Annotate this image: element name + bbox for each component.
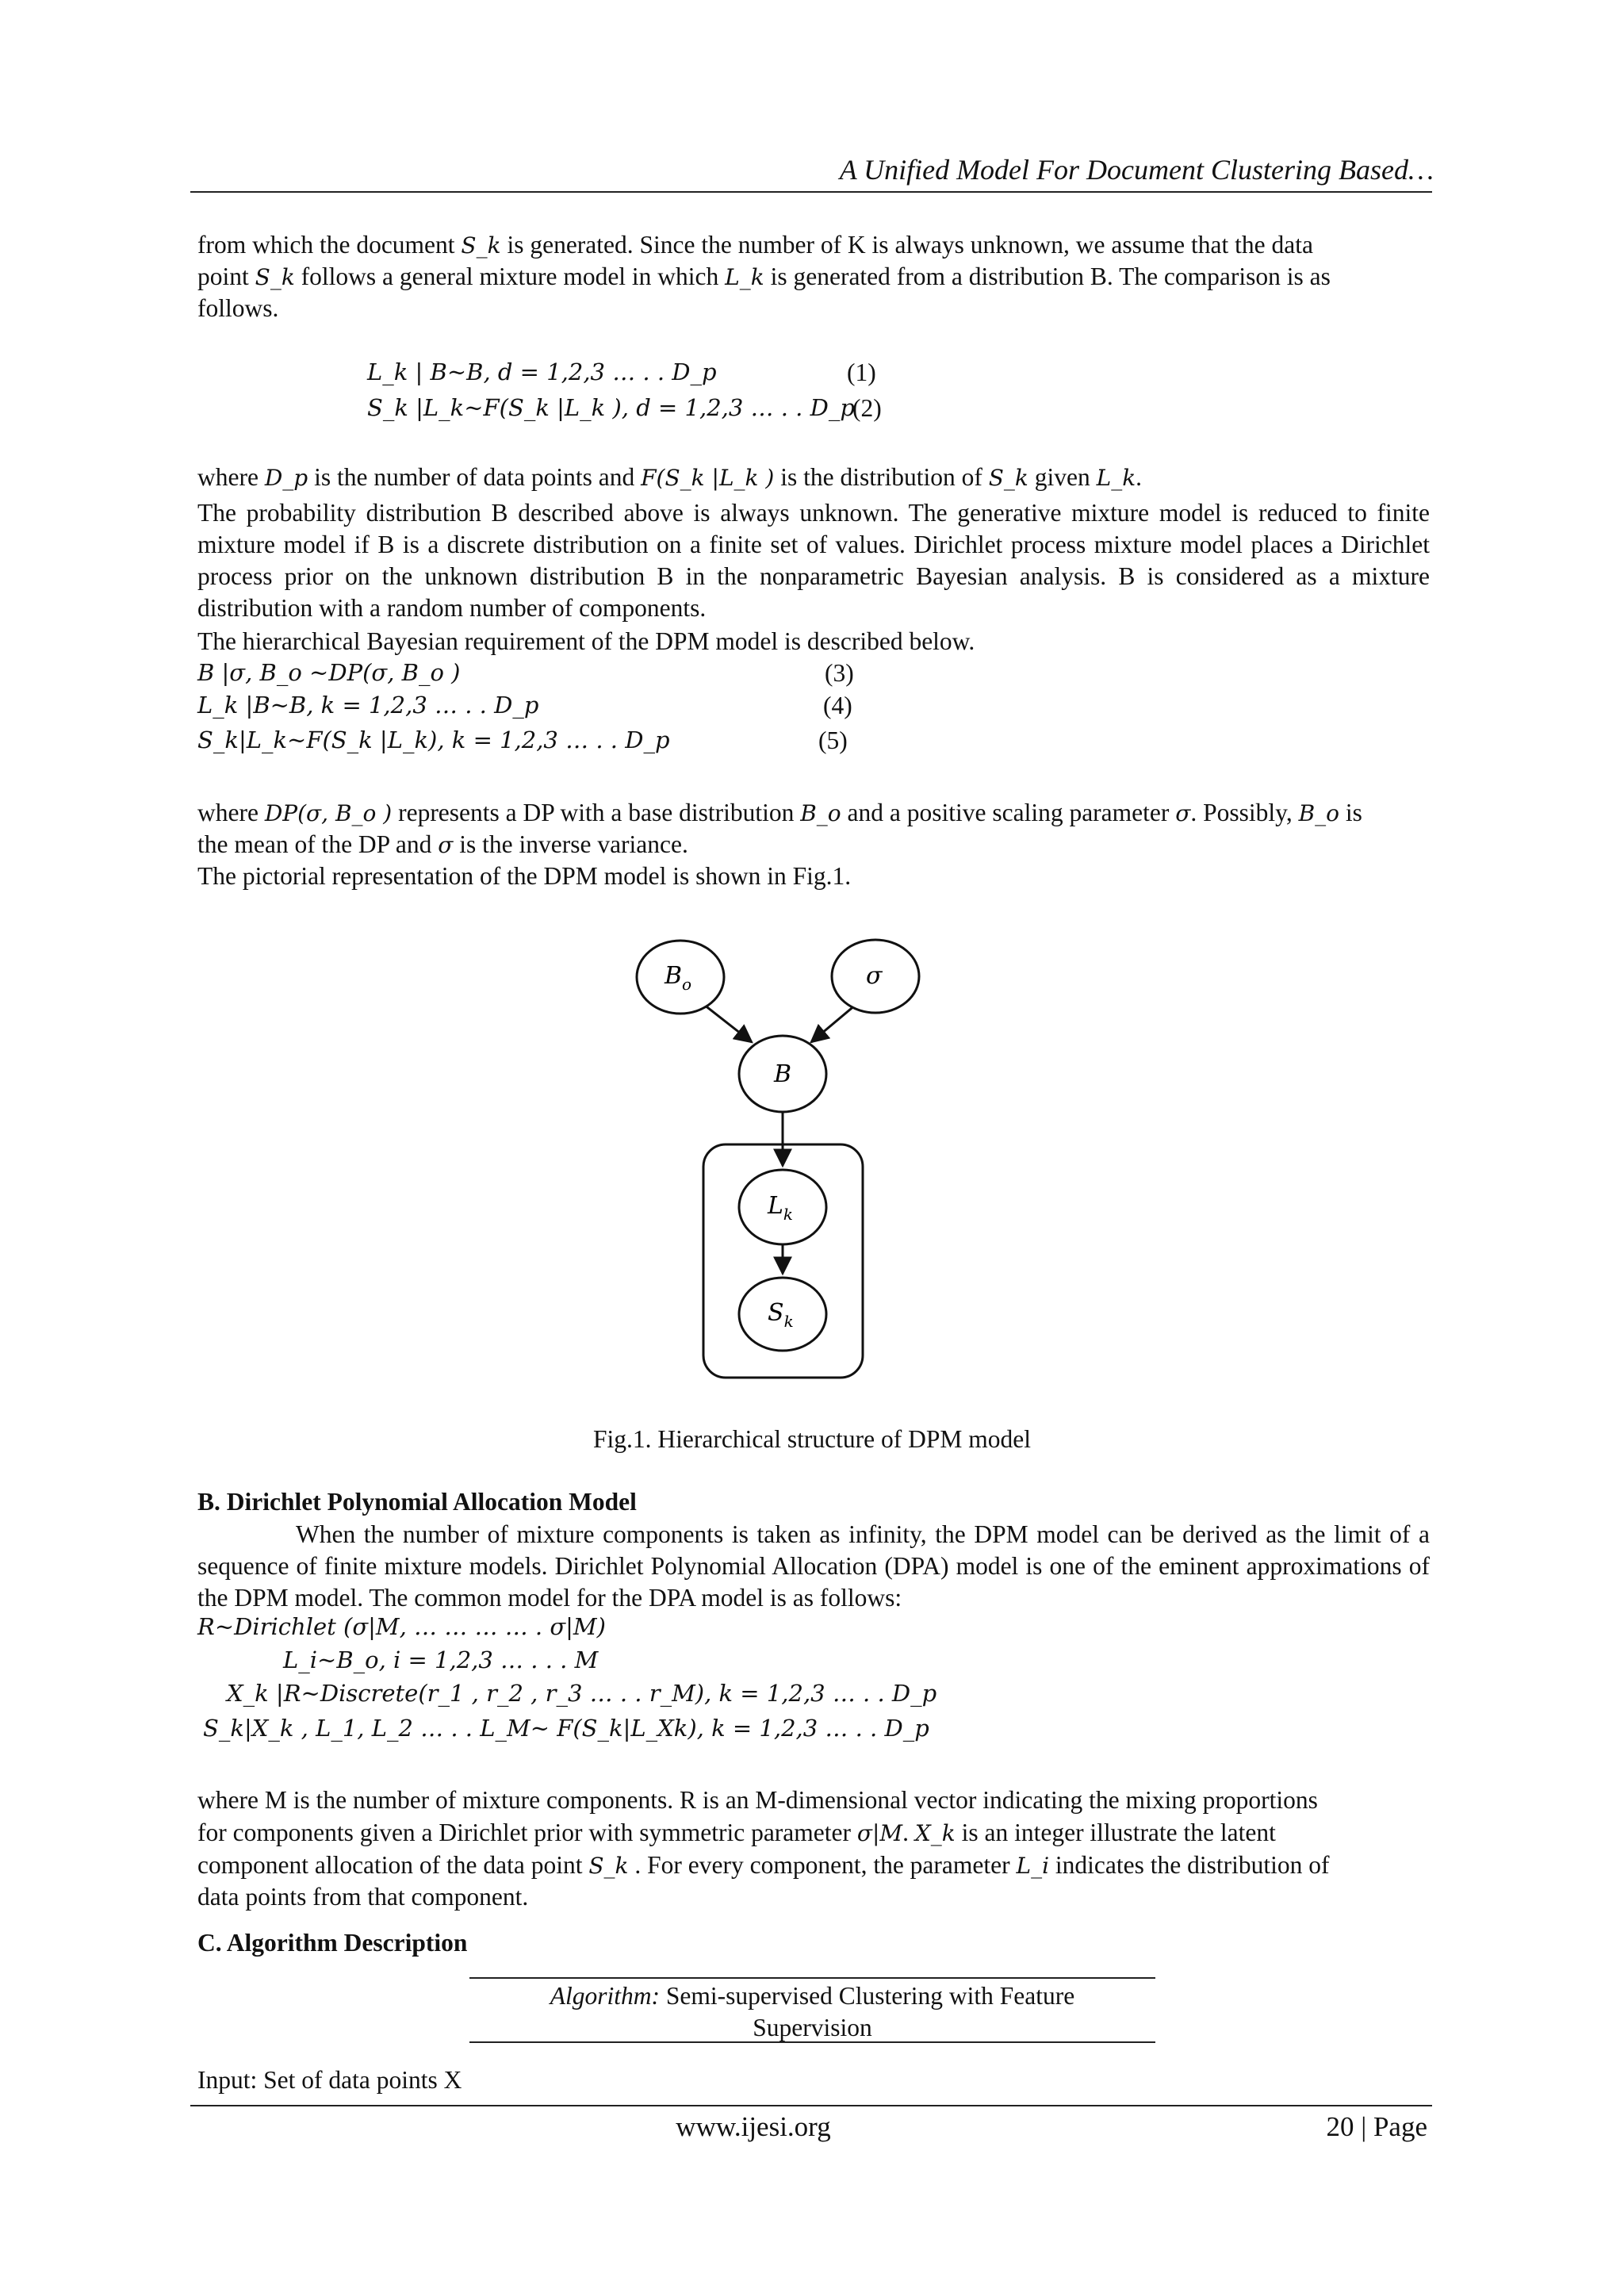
math-inline: L_k [725, 264, 764, 290]
para3-line3: The pictorial representation of the DPM model is shown in Fig.1. [197, 862, 852, 890]
equation-5-number: (5) [818, 726, 848, 754]
text: is the distribution of [774, 463, 989, 491]
math-inline: X_k [914, 1820, 956, 1846]
equation-5: S_k|L_k~F(S_k |L_k), k = 1,2,3 … . . D_p [197, 726, 670, 753]
math-inline: DP(σ, B_o ) [264, 800, 393, 826]
algorithm-label: Algorithm: [550, 1982, 661, 2010]
node-b0-label: $B_o$ [665, 962, 692, 994]
text: from which the document [197, 231, 462, 259]
para4-line2 [197, 1817, 1276, 1849]
para4-line4: data points from that component. [197, 1883, 529, 1911]
text: is an integer illustrate the latent [955, 1819, 1276, 1846]
footer-rule [190, 2105, 1432, 2106]
text: follows a general mixture model in which [294, 263, 726, 290]
math-inline: L_i [1016, 1853, 1050, 1879]
text: represents a DP with a base distribution [392, 799, 801, 826]
footer-url: www.ijesi.org [676, 2111, 831, 2142]
text: for components given a Dirichlet prior with symmetric parameter [197, 1819, 857, 1846]
algorithm-input-line: Input: Set of data points X [197, 2066, 462, 2094]
text: is generated. Since the number of K is always unknown, we assume that the data [500, 231, 1313, 259]
math-inline: σ [438, 832, 454, 858]
edge-sigma-to-b [811, 1005, 856, 1042]
running-header: A Unified Model For Document Clustering Based… [839, 154, 1434, 186]
math-inline: S_k [255, 264, 295, 290]
text: is generated from a distribution B. The comparison is as [764, 263, 1331, 290]
para4-line3 [197, 1849, 1329, 1882]
algorithm-title-text: Semi-supervised Clustering with Feature [660, 1982, 1075, 2010]
para2-last-line: The hierarchical Bayesian requirement of the DPM model is described below. [197, 627, 975, 655]
dpa-equation-a: R~Dirichlet (σ|M, … … … … . σ|M) [197, 1613, 606, 1640]
dpa-equation-d: S_k|X_k , L_1, L_2 … . . L_M~ F(S_k|L_Xk), k = 1,2,3 … . . D_p [203, 1715, 929, 1742]
text: where [197, 463, 265, 491]
footer-page-number: 20 | Page [1326, 2111, 1427, 2142]
equation-1: L_k | B~B, d = 1,2,3 … . . D_p [367, 358, 717, 385]
edge-b0-to-b [704, 1005, 752, 1042]
text: is [1339, 799, 1362, 826]
text: component allocation of the data point [197, 1851, 589, 1879]
algorithm-bottom-rule [469, 2041, 1155, 2043]
text: point [197, 263, 255, 290]
math-inline: L_k [1096, 465, 1136, 491]
text: . For every component, the parameter [628, 1851, 1017, 1879]
math-inline: S_k [588, 1853, 629, 1879]
node-b-label: B [774, 1060, 792, 1088]
equation-2-number: (2) [852, 394, 882, 422]
text: the mean of the DP and [197, 830, 439, 858]
para1-line3: follows. [197, 294, 279, 322]
algorithm-title-line2: Supervision [753, 2014, 872, 2041]
section-c-heading: C. Algorithm Description [197, 1929, 468, 1957]
figure-caption: Fig.1. Hierarchical structure of DPM model [593, 1425, 1031, 1453]
equation-1-number: (1) [847, 358, 876, 386]
algorithm-title-line1 [469, 1980, 1155, 2012]
equation-3-number: (3) [825, 659, 854, 687]
node-sk-label: $S_k$ [768, 1299, 794, 1331]
text: and a positive scaling parameter [841, 799, 1176, 826]
math-inline: σ|M [856, 1820, 903, 1846]
dpa-equation-b: L_i~B_o, i = 1,2,3 … . . . M [283, 1646, 599, 1673]
para2-body: The probability distribution B described above is always unknown. The generative mixture model is reduced to finite mixture model if B is a discrete distribution on a finite set of values. Dirichlet process mixture model places a Dirichlet process prior on the unknown distribution B in the nonparametric Bayesian analysis. B is considered as a mixture distribution with a random number of components. [197, 499, 1430, 622]
text: . Possibly, [1190, 799, 1299, 826]
para4-line1: where M is the number of mixture components. R is an M-dimensional vector indicating the mixing proportions [197, 1786, 1318, 1814]
text: where [197, 799, 265, 826]
node-lk-label: $L_k$ [768, 1192, 794, 1224]
text: is the inverse variance. [453, 830, 688, 858]
math-inline: S_k [988, 465, 1028, 491]
text: . [1136, 463, 1143, 491]
text: given [1028, 463, 1097, 491]
algorithm-top-rule [469, 1977, 1155, 1979]
math-inline: B_o [800, 800, 841, 826]
node-sigma-label: σ [866, 962, 883, 990]
equation-4: L_k |B~B, k = 1,2,3 … . . D_p [197, 692, 539, 719]
dpa-equation-c: X_k |R~Discrete(r_1 , r_2 , r_3 … . . r_M), k = 1,2,3 … . . D_p [227, 1680, 937, 1707]
text: . [902, 1819, 915, 1846]
math-inline: B_o [1298, 800, 1340, 826]
math-inline: D_p [264, 465, 308, 491]
math-inline: F(S_k |L_k ) [641, 465, 775, 491]
equation-4-number: (4) [823, 692, 852, 719]
equation-2: S_k |L_k~F(S_k |L_k ), d = 1,2,3 … . . D_p [367, 394, 855, 421]
section-b-heading: B. Dirichlet Polynomial Allocation Model [197, 1488, 637, 1516]
text: indicates the distribution of [1049, 1851, 1330, 1879]
equation-3: B |σ, B_o ~DP(σ, B_o ) [197, 659, 461, 686]
text: is the number of data points and [308, 463, 642, 491]
math-inline: S_k [461, 232, 501, 259]
math-inline: σ [1175, 800, 1191, 826]
section-b-paragraph: When the number of mixture components is taken as infinity, the DPM model can be derived as the limit of a sequence of finite mixture models. Dirichlet Polynomial Allocation (DPA) model is one of the eminent approximations of the DPM model. The common model for the DPA model is as follows: [197, 1520, 1430, 1612]
